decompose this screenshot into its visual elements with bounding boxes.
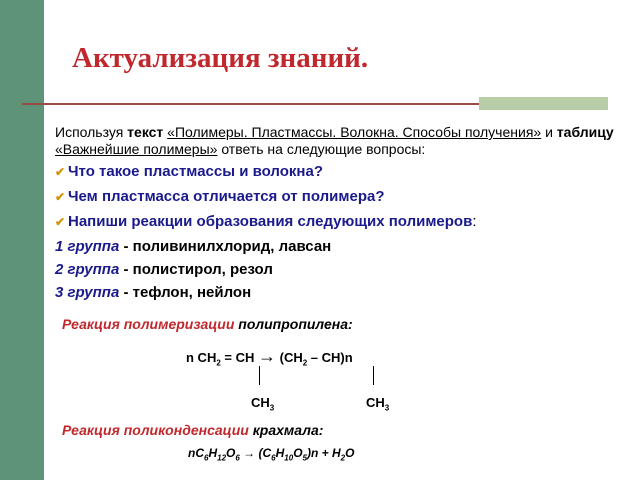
group-text: - полистирол, резол [119, 261, 273, 278]
formula-subscript: 3 [384, 403, 390, 413]
reaction-title-red: Реакция полимеризации [62, 316, 235, 332]
polycondensation-reaction-title [62, 422, 323, 438]
left-sidebar-decoration [0, 0, 44, 480]
slide-title: Актуализация знаний. [72, 42, 369, 74]
arrow-icon: → [258, 346, 277, 366]
bond-line [373, 366, 374, 385]
polymerization-reaction-title [62, 316, 353, 332]
formula-subscript: 6 [271, 453, 276, 463]
intro-and: и [541, 124, 557, 140]
question-item [55, 188, 625, 205]
checkmark-icon: ✔ [55, 165, 66, 179]
formula-subscript: 2 [216, 358, 221, 368]
formula-part: CH [251, 395, 270, 410]
formula-subscript: 3 [269, 403, 275, 413]
intro-link-table: «Важнейшие полимеры» [55, 141, 218, 157]
question-item [55, 213, 625, 230]
group-item [55, 284, 625, 301]
group-label: 1 группа [55, 238, 120, 255]
group-text: - тефлон, нейлон [119, 284, 252, 301]
formula-subscript: 10 [284, 453, 294, 463]
group-label: 3 группа [55, 284, 120, 301]
group-text: - поливинилхлорид, лавсан [119, 238, 332, 255]
question-suffix: : [472, 213, 477, 230]
checkmark-icon: ✔ [55, 190, 66, 204]
formula-part: n CH [186, 350, 217, 365]
checkmark-icon: ✔ [55, 215, 66, 229]
formula-subscript: 6 [235, 453, 240, 463]
question-text: Напиши реакции образования следующих полимеров [68, 213, 473, 230]
formula-part: CH [366, 395, 385, 410]
question-text: Чем пластмасса отличается от полимера? [68, 188, 385, 205]
formula-part: H [208, 446, 218, 460]
formula-part: (CH [276, 350, 303, 365]
formula-part: = CH [220, 350, 259, 365]
formula-part: H [275, 446, 285, 460]
group-label: 2 группа [55, 261, 120, 278]
methyl-group-label [251, 395, 274, 413]
question-item [55, 163, 625, 180]
intro-bold-table: таблицу [556, 124, 614, 140]
formula-subscript: 2 [340, 453, 346, 463]
formula-part: → (C [239, 446, 272, 460]
reaction-title-red: Реакция поликонденсации [62, 422, 249, 438]
intro-text: Используя [55, 124, 128, 140]
formula-part: )n + H [307, 446, 341, 460]
intro-link-text: «Полимеры. Пластмассы. Волокна. Способы получения» [167, 124, 542, 140]
formula-part: O [345, 446, 355, 460]
reaction-title-black: крахмала: [248, 422, 324, 438]
formula-part: nC [188, 446, 204, 460]
bond-line [259, 366, 260, 385]
intro-paragraph [55, 124, 625, 158]
slide-content [55, 124, 625, 307]
methyl-group-label [366, 395, 389, 413]
polymerization-equation [186, 346, 353, 368]
polycondensation-equation [188, 446, 354, 462]
formula-part: O [293, 446, 303, 460]
formula-part: O [226, 446, 236, 460]
group-item [55, 238, 625, 255]
formula-subscript: 2 [302, 358, 308, 368]
decorative-accent-box [479, 97, 608, 110]
formula-part: – CH)n [307, 350, 353, 365]
group-item [55, 261, 625, 278]
reaction-title-black: полипропилена: [234, 316, 353, 332]
intro-tail: ответь на следующие вопросы: [217, 141, 426, 157]
question-text: Что такое пластмассы и волокна? [68, 163, 323, 180]
formula-subscript: 6 [204, 453, 209, 463]
intro-bold-text: текст [127, 124, 164, 140]
formula-subscript: 5 [302, 453, 307, 463]
formula-subscript: 12 [217, 453, 227, 463]
